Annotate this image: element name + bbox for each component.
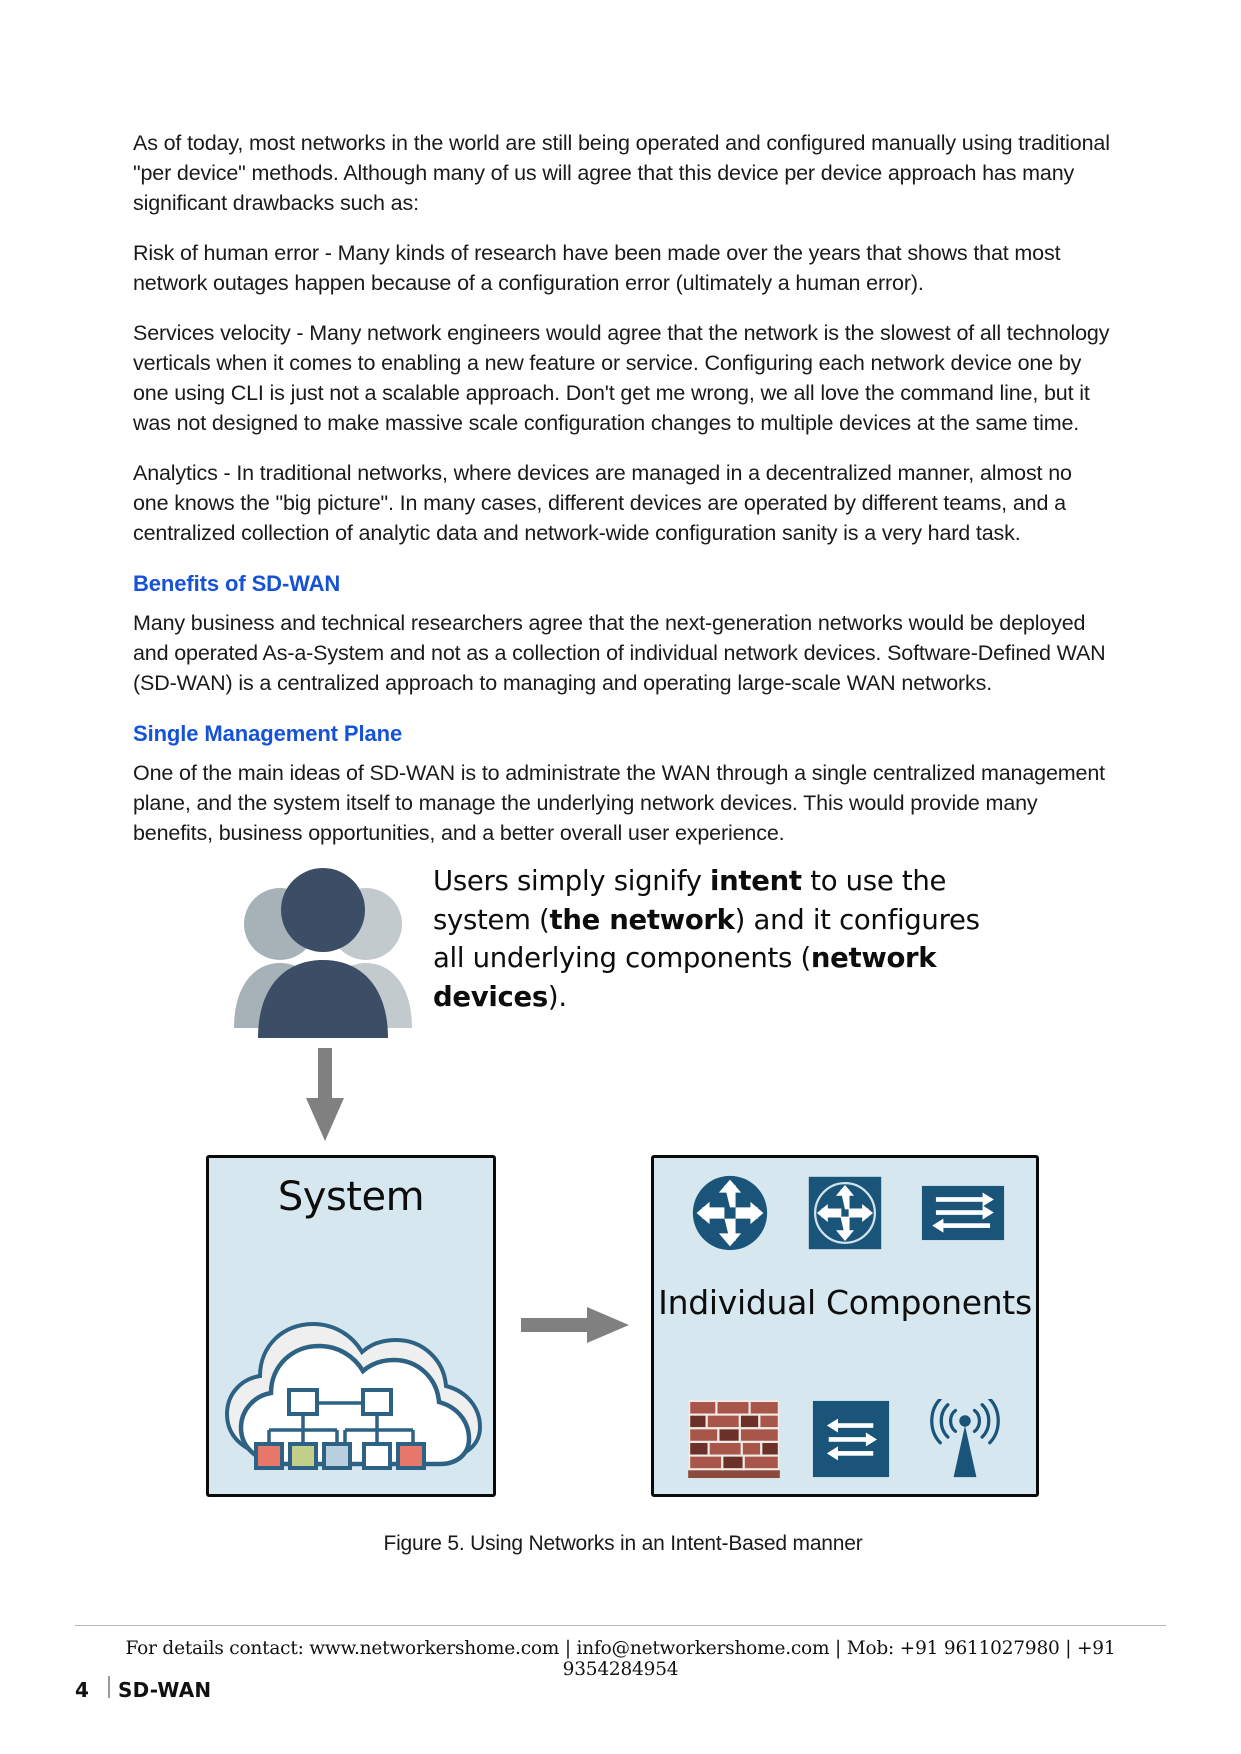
system-box xyxy=(206,1155,496,1497)
components-top-icon-row xyxy=(672,1172,1024,1258)
firewall-brick-icon xyxy=(688,1400,780,1483)
heading-benefits-of-sd-wan: Benefits of SD-WAN xyxy=(133,571,341,596)
switch-multilayer-icon xyxy=(812,1400,890,1483)
figure-boxes-row xyxy=(133,1155,1113,1515)
down-arrow-icon xyxy=(305,1048,345,1143)
paragraph-services-velocity: Services velocity - Many network engineers would agree that the network is the slowest of all technology verticals when it comes to enabling a new feature or service. Configuring each network device one by one using CLI is just not a scalable approach. Don't get me wrong, we all love the command line, but it was not designed to make massive scale configuration changes to multiple devices at the same time. xyxy=(133,321,1110,435)
figure-caption: Figure 5. Using Networks in an Intent-Based manner xyxy=(383,1532,863,1555)
intent-text-bold3: network devices xyxy=(433,942,937,1013)
router-round-icon xyxy=(691,1174,769,1257)
switch-icon xyxy=(921,1185,1005,1246)
intent-text-bold2: the network xyxy=(549,903,735,936)
paragraph-single-management-plane: One of the main ideas of SD-WAN is to administrate the WAN through a single centralized management plane, and the system itself to manage the underlying network devices. This would provide many benefits, business opportunities, and a better overall user experience. xyxy=(133,761,1105,845)
footer-page-number: 4 xyxy=(75,1678,89,1702)
intent-text-part1: Users simply signify xyxy=(433,865,711,897)
network-cloud-icon xyxy=(217,1278,491,1478)
right-arrow-icon xyxy=(521,1305,631,1345)
footer-separator xyxy=(108,1676,110,1698)
figure-5 xyxy=(133,860,1113,1560)
individual-components-label: Individual Components xyxy=(658,1283,1032,1322)
components-bottom-icon-row xyxy=(672,1396,1024,1486)
people-group-icon xyxy=(228,860,418,1045)
wireless-antenna-icon xyxy=(922,1399,1008,1484)
footer-contact-details: For details contact: www.networkershome.com | info@networkershome.com | Mob: +91 9611027980 | +91 9354284954 xyxy=(125,1638,1116,1680)
paragraph-analytics: Analytics - In traditional networks, where devices are managed in a decentralized manner, almost no one knows the "big picture". In many cases, different devices are operated by different teams, and a centralized collection of analytic data and network-wide configuration sanity is a very hard task. xyxy=(133,461,1072,545)
document-body xyxy=(133,128,1113,868)
paragraph-intro: As of today, most networks in the world are still being operated and configured manually using traditional "per device" methods. Although many of us will agree that this device per device approach has many significant drawbacks such as: xyxy=(133,131,1110,215)
paragraph-benefits: Many business and technical researchers agree that the next-generation networks would be deployed and operated As-a-System and not as a collection of individual network devices. Software-Defined WAN (SD-WAN) is a centralized approach to managing and operating large-scale WAN networks. xyxy=(133,611,1106,695)
intent-text-bold1: intent xyxy=(710,865,802,897)
heading-single-management-plane: Single Management Plane xyxy=(133,721,403,746)
footer-divider xyxy=(75,1625,1166,1626)
intent-text-part2: to use the system ( xyxy=(433,865,947,936)
router-square-icon xyxy=(807,1175,883,1256)
intent-description-text xyxy=(433,862,1013,1016)
system-box-label: System xyxy=(277,1174,425,1220)
paragraph-risk-of-human-error: Risk of human error - Many kinds of research have been made over the years that shows that most network outages happen because of a configuration error (ultimately a human error). xyxy=(133,241,1061,295)
intent-text-part3: ) and it configures all underlying components ( xyxy=(433,903,980,974)
intent-text-part4: ). xyxy=(547,980,567,1013)
footer-document-title: SD-WAN xyxy=(118,1678,212,1702)
individual-components-box xyxy=(651,1155,1039,1497)
figure-top-row xyxy=(228,860,1088,1070)
